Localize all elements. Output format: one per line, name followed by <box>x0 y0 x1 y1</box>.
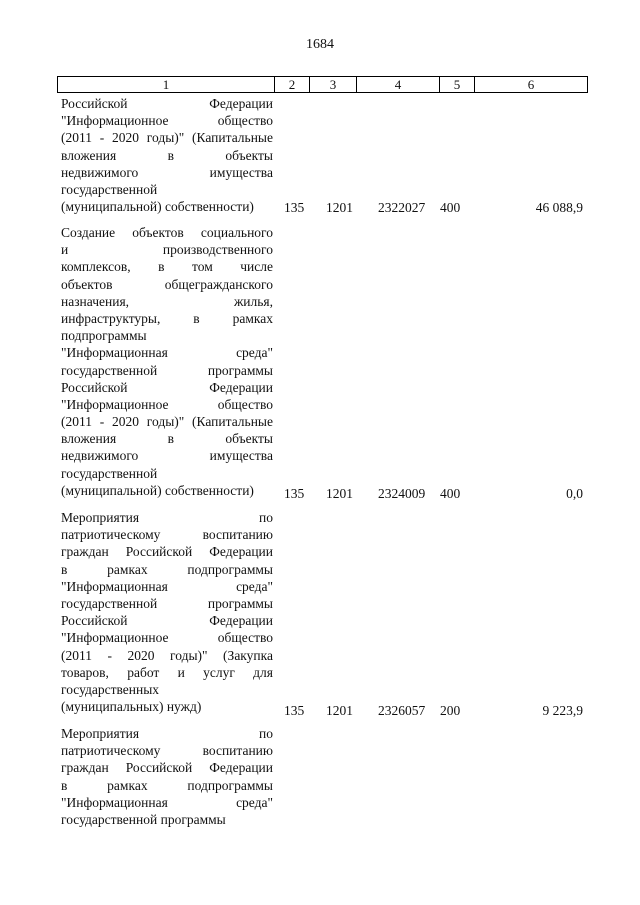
description-line: "Информационное общество <box>61 630 273 646</box>
cell-col-4: 2324009 <box>378 486 426 501</box>
cell-col-6: 46 088,9 <box>535 200 583 215</box>
description-line: Мероприятия по <box>61 510 273 525</box>
description-line: Создание объектов социального <box>61 225 273 240</box>
description-line: назначения, жилья, <box>61 293 273 309</box>
cell-col-3: 1201 <box>326 200 353 215</box>
cell-col-2: 135 <box>284 486 305 501</box>
description-line: подпрограммы <box>61 328 147 344</box>
description-line: (2011 - 2020 годы)" (Закупка <box>61 647 273 663</box>
cell-col-2: 135 <box>284 200 305 215</box>
description-line: "Информационная среда" <box>61 794 273 810</box>
table-header <box>57 76 588 93</box>
description-line: Мероприятия по <box>61 726 273 741</box>
header-col-2: 2 <box>275 77 310 92</box>
description-line: товаров, работ и услуг для <box>61 664 273 680</box>
description-line: недвижимого имущества <box>61 448 273 464</box>
description-line: патриотическому воспитанию <box>61 743 273 759</box>
cell-col-5: 400 <box>440 486 461 501</box>
description-line: "Информационная среда" <box>61 345 273 361</box>
table-row-description <box>61 725 273 828</box>
header-col-3: 3 <box>310 77 357 92</box>
description-line: недвижимого имущества <box>61 164 273 180</box>
description-line: граждан Российской Федерации <box>61 760 273 776</box>
description-line: и производственного <box>61 242 273 258</box>
description-line: государственных <box>61 681 160 697</box>
header-col-6: 6 <box>527 77 535 92</box>
description-line: "Информационное общество <box>61 113 273 129</box>
table-row-description <box>61 95 273 215</box>
cell-col-2: 135 <box>284 703 305 718</box>
description-line: (муниципальной) собственности) <box>61 199 254 215</box>
description-line: вложения в объекты <box>61 431 273 447</box>
cell-col-6: 9 223,9 <box>542 703 583 718</box>
header-col-1: 1 <box>58 77 275 92</box>
description-line: вложения в объекты <box>61 147 273 163</box>
description-line: комплексов, в том числе <box>61 259 273 275</box>
description-line: Российской Федерации <box>61 379 273 395</box>
description-line: (2011 - 2020 годы)" (Капитальные <box>61 414 273 430</box>
description-line: Российской Федерации <box>61 613 273 629</box>
description-line: инфраструктуры, в рамках <box>61 310 273 326</box>
description-line: (2011 - 2020 годы)" (Капитальные <box>61 130 273 146</box>
cell-col-5: 200 <box>440 703 461 718</box>
description-line: патриотическому воспитанию <box>61 527 273 543</box>
description-line: "Информационное общество <box>61 396 273 412</box>
description-line: государственной <box>61 181 158 197</box>
description-line: в рамках подпрограммы <box>61 777 273 793</box>
description-line: государственной программы <box>61 811 226 827</box>
description-line: государственной программы <box>61 595 273 611</box>
page-number: 1684 <box>306 37 334 52</box>
table-row-description <box>61 509 273 715</box>
table-row-description <box>61 224 273 499</box>
description-line: Российской Федерации <box>61 96 273 111</box>
header-col-5: 5 <box>440 77 475 92</box>
description-line: объектов общегражданского <box>61 276 273 292</box>
description-line: (муниципальных) нужд) <box>61 699 202 715</box>
cell-col-3: 1201 <box>326 703 353 718</box>
description-line: государственной <box>61 465 158 481</box>
cell-col-3: 1201 <box>326 486 353 501</box>
cell-col-4: 2322027 <box>378 200 426 215</box>
description-line: граждан Российской Федерации <box>61 544 273 560</box>
description-line: в рамках подпрограммы <box>61 561 273 577</box>
description-line: (муниципальной) собственности) <box>61 482 254 498</box>
description-line: "Информационная среда" <box>61 578 273 594</box>
cell-col-4: 2326057 <box>378 703 426 718</box>
cell-col-5: 400 <box>440 200 461 215</box>
header-col-4: 4 <box>357 77 440 92</box>
cell-col-6: 0,0 <box>566 486 583 501</box>
description-line: государственной программы <box>61 362 273 378</box>
